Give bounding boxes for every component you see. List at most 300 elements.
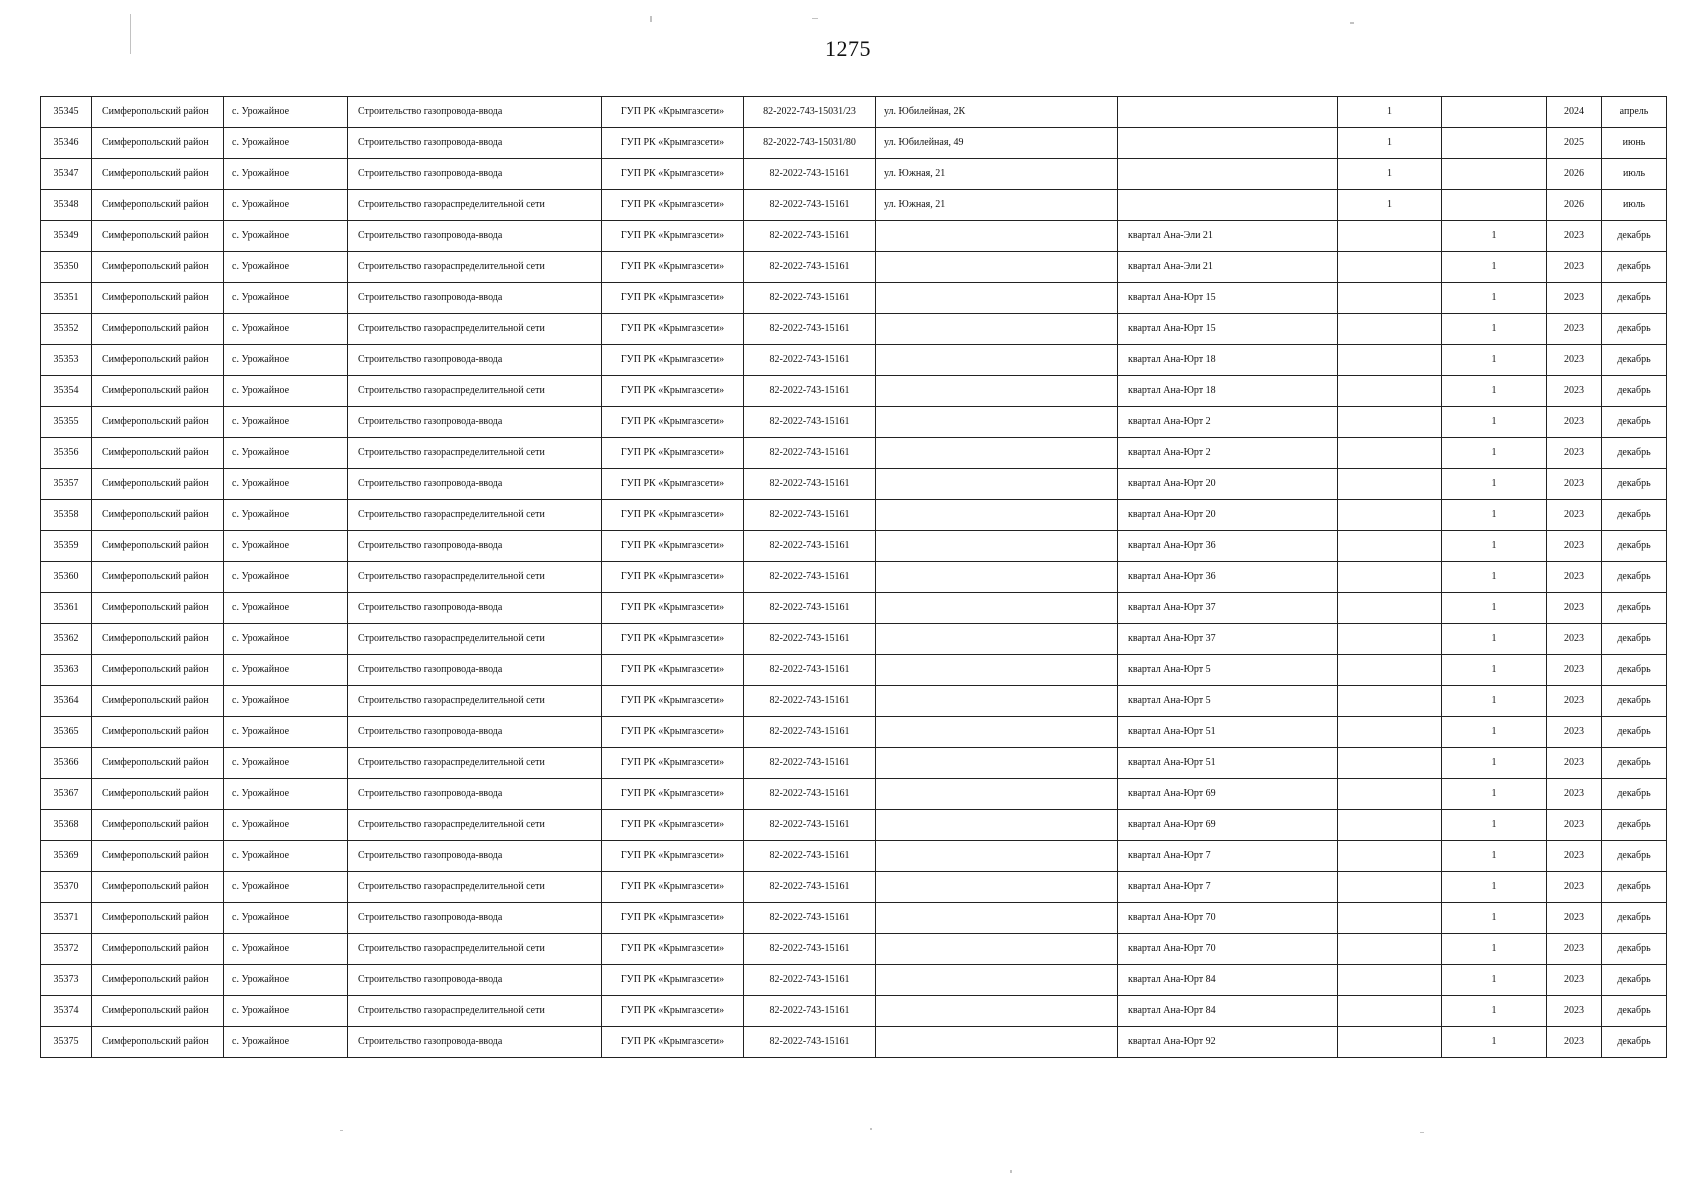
month-cell: декабрь	[1602, 376, 1667, 407]
month-cell: декабрь	[1602, 469, 1667, 500]
table-row	[41, 624, 1667, 655]
settlement-cell: с. Урожайное	[224, 996, 348, 1027]
organization-cell: ГУП РК «Крымгазсети»	[602, 841, 744, 872]
work-type-cell: Строительство газораспределительной сети	[348, 438, 602, 469]
street-address-cell	[876, 407, 1118, 438]
year-cell: 2023	[1547, 934, 1602, 965]
project-code-cell: 82-2022-743-15161	[744, 314, 876, 345]
organization-cell: ГУП РК «Крымгазсети»	[602, 128, 744, 159]
year-cell: 2023	[1547, 655, 1602, 686]
district-cell: Симферопольский район	[92, 934, 224, 965]
row-number: 35352	[41, 314, 92, 345]
organization-cell: ГУП РК «Крымгазсети»	[602, 965, 744, 996]
work-type-cell: Строительство газопровода-ввода	[348, 283, 602, 314]
year-cell: 2023	[1547, 1027, 1602, 1058]
table-row	[41, 345, 1667, 376]
year-cell: 2023	[1547, 717, 1602, 748]
quantity-street-cell	[1338, 1027, 1442, 1058]
organization-cell: ГУП РК «Крымгазсети»	[602, 314, 744, 345]
table-row	[41, 748, 1667, 779]
organization-cell: ГУП РК «Крымгазсети»	[602, 655, 744, 686]
work-type-cell: Строительство газораспределительной сети	[348, 252, 602, 283]
month-cell: декабрь	[1602, 314, 1667, 345]
settlement-cell: с. Урожайное	[224, 190, 348, 221]
organization-cell: ГУП РК «Крымгазсети»	[602, 376, 744, 407]
quantity-street-cell	[1338, 252, 1442, 283]
year-cell: 2023	[1547, 624, 1602, 655]
work-type-cell: Строительство газораспределительной сети	[348, 500, 602, 531]
table-row	[41, 438, 1667, 469]
district-cell: Симферопольский район	[92, 252, 224, 283]
quantity-quarter-cell: 1	[1442, 407, 1547, 438]
organization-cell: ГУП РК «Крымгазсети»	[602, 748, 744, 779]
row-number: 35351	[41, 283, 92, 314]
work-type-cell: Строительство газораспределительной сети	[348, 190, 602, 221]
work-type-cell: Строительство газопровода-ввода	[348, 841, 602, 872]
year-cell: 2023	[1547, 872, 1602, 903]
organization-cell: ГУП РК «Крымгазсети»	[602, 562, 744, 593]
quantity-quarter-cell: 1	[1442, 438, 1547, 469]
quarter-address-cell: квартал Ана-Юрт 92	[1118, 1027, 1338, 1058]
settlement-cell: с. Урожайное	[224, 376, 348, 407]
quantity-street-cell	[1338, 593, 1442, 624]
settlement-cell: с. Урожайное	[224, 469, 348, 500]
quantity-street-cell	[1338, 996, 1442, 1027]
street-address-cell	[876, 717, 1118, 748]
street-address-cell	[876, 376, 1118, 407]
organization-cell: ГУП РК «Крымгазсети»	[602, 531, 744, 562]
project-code-cell: 82-2022-743-15161	[744, 965, 876, 996]
row-number: 35373	[41, 965, 92, 996]
project-code-cell: 82-2022-743-15161	[744, 438, 876, 469]
district-cell: Симферопольский район	[92, 655, 224, 686]
year-cell: 2023	[1547, 314, 1602, 345]
work-type-cell: Строительство газораспределительной сети	[348, 624, 602, 655]
row-number: 35358	[41, 500, 92, 531]
row-number: 35367	[41, 779, 92, 810]
district-cell: Симферопольский район	[92, 717, 224, 748]
table-row	[41, 97, 1667, 128]
year-cell: 2023	[1547, 810, 1602, 841]
project-code-cell: 82-2022-743-15161	[744, 407, 876, 438]
month-cell: декабрь	[1602, 686, 1667, 717]
settlement-cell: с. Урожайное	[224, 903, 348, 934]
street-address-cell	[876, 469, 1118, 500]
quantity-quarter-cell: 1	[1442, 717, 1547, 748]
quantity-quarter-cell: 1	[1442, 996, 1547, 1027]
table-row	[41, 965, 1667, 996]
table-row	[41, 996, 1667, 1027]
project-code-cell: 82-2022-743-15161	[744, 686, 876, 717]
table-row	[41, 841, 1667, 872]
organization-cell: ГУП РК «Крымгазсети»	[602, 407, 744, 438]
work-type-cell: Строительство газопровода-ввода	[348, 407, 602, 438]
project-code-cell: 82-2022-743-15161	[744, 1027, 876, 1058]
table-row	[41, 376, 1667, 407]
project-code-cell: 82-2022-743-15161	[744, 376, 876, 407]
quarter-address-cell: квартал Ана-Юрт 7	[1118, 872, 1338, 903]
district-cell: Симферопольский район	[92, 872, 224, 903]
month-cell: декабрь	[1602, 624, 1667, 655]
table-row	[41, 779, 1667, 810]
street-address-cell	[876, 841, 1118, 872]
month-cell: декабрь	[1602, 810, 1667, 841]
district-cell: Симферопольский район	[92, 97, 224, 128]
year-cell: 2023	[1547, 283, 1602, 314]
work-type-cell: Строительство газораспределительной сети	[348, 314, 602, 345]
quantity-street-cell	[1338, 500, 1442, 531]
quantity-quarter-cell: 1	[1442, 934, 1547, 965]
row-number: 35346	[41, 128, 92, 159]
month-cell: декабрь	[1602, 996, 1667, 1027]
project-code-cell: 82-2022-743-15161	[744, 872, 876, 903]
organization-cell: ГУП РК «Крымгазсети»	[602, 97, 744, 128]
quantity-quarter-cell	[1442, 128, 1547, 159]
settlement-cell: с. Урожайное	[224, 779, 348, 810]
quantity-street-cell	[1338, 376, 1442, 407]
project-code-cell: 82-2022-743-15161	[744, 779, 876, 810]
organization-cell: ГУП РК «Крымгазсети»	[602, 996, 744, 1027]
month-cell: декабрь	[1602, 500, 1667, 531]
settlement-cell: с. Урожайное	[224, 748, 348, 779]
district-cell: Симферопольский район	[92, 221, 224, 252]
quarter-address-cell: квартал Ана-Юрт 70	[1118, 934, 1338, 965]
table-row	[41, 934, 1667, 965]
work-type-cell: Строительство газопровода-ввода	[348, 159, 602, 190]
quarter-address-cell	[1118, 128, 1338, 159]
quarter-address-cell: квартал Ана-Юрт 36	[1118, 562, 1338, 593]
quarter-address-cell: квартал Ана-Юрт 37	[1118, 624, 1338, 655]
table-row	[41, 655, 1667, 686]
year-cell: 2026	[1547, 159, 1602, 190]
settlement-cell: с. Урожайное	[224, 407, 348, 438]
quantity-street-cell: 1	[1338, 128, 1442, 159]
table-body	[41, 97, 1667, 1058]
street-address-cell: ул. Юбилейная, 49	[876, 128, 1118, 159]
quantity-quarter-cell: 1	[1442, 376, 1547, 407]
quantity-street-cell	[1338, 810, 1442, 841]
year-cell: 2023	[1547, 469, 1602, 500]
row-number: 35372	[41, 934, 92, 965]
settlement-cell: с. Урожайное	[224, 314, 348, 345]
street-address-cell	[876, 531, 1118, 562]
year-cell: 2023	[1547, 221, 1602, 252]
quantity-street-cell: 1	[1338, 97, 1442, 128]
year-cell: 2023	[1547, 438, 1602, 469]
project-code-cell: 82-2022-743-15161	[744, 562, 876, 593]
district-cell: Симферопольский район	[92, 345, 224, 376]
quantity-quarter-cell: 1	[1442, 314, 1547, 345]
street-address-cell	[876, 314, 1118, 345]
organization-cell: ГУП РК «Крымгазсети»	[602, 779, 744, 810]
year-cell: 2023	[1547, 562, 1602, 593]
quantity-quarter-cell: 1	[1442, 562, 1547, 593]
district-cell: Симферопольский район	[92, 159, 224, 190]
work-type-cell: Строительство газопровода-ввода	[348, 717, 602, 748]
project-code-cell: 82-2022-743-15161	[744, 624, 876, 655]
table-row	[41, 128, 1667, 159]
year-cell: 2025	[1547, 128, 1602, 159]
street-address-cell	[876, 345, 1118, 376]
street-address-cell	[876, 810, 1118, 841]
row-number: 35355	[41, 407, 92, 438]
table-row	[41, 903, 1667, 934]
settlement-cell: с. Урожайное	[224, 97, 348, 128]
year-cell: 2023	[1547, 748, 1602, 779]
quantity-quarter-cell: 1	[1442, 252, 1547, 283]
table-row	[41, 810, 1667, 841]
quantity-quarter-cell: 1	[1442, 903, 1547, 934]
quantity-quarter-cell: 1	[1442, 593, 1547, 624]
project-code-cell: 82-2022-743-15161	[744, 655, 876, 686]
organization-cell: ГУП РК «Крымгазсети»	[602, 1027, 744, 1058]
row-number: 35362	[41, 624, 92, 655]
project-code-cell: 82-2022-743-15161	[744, 159, 876, 190]
settlement-cell: с. Урожайное	[224, 128, 348, 159]
settlement-cell: с. Урожайное	[224, 1027, 348, 1058]
month-cell: декабрь	[1602, 872, 1667, 903]
year-cell: 2023	[1547, 500, 1602, 531]
year-cell: 2023	[1547, 841, 1602, 872]
settlement-cell: с. Урожайное	[224, 252, 348, 283]
street-address-cell	[876, 438, 1118, 469]
year-cell: 2024	[1547, 97, 1602, 128]
work-type-cell: Строительство газопровода-ввода	[348, 345, 602, 376]
district-cell: Симферопольский район	[92, 407, 224, 438]
table-row	[41, 593, 1667, 624]
month-cell: декабрь	[1602, 252, 1667, 283]
quarter-address-cell: квартал Ана-Юрт 51	[1118, 717, 1338, 748]
district-cell: Симферопольский район	[92, 1027, 224, 1058]
settlement-cell: с. Урожайное	[224, 965, 348, 996]
project-code-cell: 82-2022-743-15161	[744, 252, 876, 283]
quarter-address-cell	[1118, 190, 1338, 221]
year-cell: 2023	[1547, 407, 1602, 438]
quantity-quarter-cell	[1442, 159, 1547, 190]
month-cell: декабрь	[1602, 562, 1667, 593]
street-address-cell	[876, 1027, 1118, 1058]
district-cell: Симферопольский район	[92, 500, 224, 531]
quantity-quarter-cell: 1	[1442, 872, 1547, 903]
year-cell: 2026	[1547, 190, 1602, 221]
quantity-street-cell	[1338, 965, 1442, 996]
quarter-address-cell: квартал Ана-Юрт 36	[1118, 531, 1338, 562]
work-type-cell: Строительство газопровода-ввода	[348, 655, 602, 686]
row-number: 35370	[41, 872, 92, 903]
table-row	[41, 1027, 1667, 1058]
settlement-cell: с. Урожайное	[224, 562, 348, 593]
month-cell: июнь	[1602, 128, 1667, 159]
settlement-cell: с. Урожайное	[224, 624, 348, 655]
street-address-cell: ул. Южная, 21	[876, 159, 1118, 190]
work-type-cell: Строительство газораспределительной сети	[348, 748, 602, 779]
organization-cell: ГУП РК «Крымгазсети»	[602, 810, 744, 841]
quantity-street-cell	[1338, 624, 1442, 655]
quantity-street-cell	[1338, 841, 1442, 872]
row-number: 35349	[41, 221, 92, 252]
organization-cell: ГУП РК «Крымгазсети»	[602, 469, 744, 500]
quantity-quarter-cell: 1	[1442, 748, 1547, 779]
quantity-street-cell	[1338, 903, 1442, 934]
quantity-street-cell	[1338, 283, 1442, 314]
quantity-street-cell	[1338, 779, 1442, 810]
settlement-cell: с. Урожайное	[224, 872, 348, 903]
street-address-cell	[876, 872, 1118, 903]
quantity-street-cell: 1	[1338, 159, 1442, 190]
month-cell: декабрь	[1602, 1027, 1667, 1058]
work-type-cell: Строительство газопровода-ввода	[348, 903, 602, 934]
quantity-quarter-cell: 1	[1442, 345, 1547, 376]
project-code-cell: 82-2022-743-15161	[744, 221, 876, 252]
district-cell: Симферопольский район	[92, 128, 224, 159]
district-cell: Симферопольский район	[92, 531, 224, 562]
quarter-address-cell: квартал Ана-Юрт 18	[1118, 345, 1338, 376]
year-cell: 2023	[1547, 779, 1602, 810]
year-cell: 2023	[1547, 252, 1602, 283]
quarter-address-cell: квартал Ана-Юрт 69	[1118, 779, 1338, 810]
quarter-address-cell: квартал Ана-Юрт 37	[1118, 593, 1338, 624]
quantity-quarter-cell: 1	[1442, 686, 1547, 717]
district-cell: Симферопольский район	[92, 438, 224, 469]
table-row	[41, 686, 1667, 717]
row-number: 35371	[41, 903, 92, 934]
organization-cell: ГУП РК «Крымгазсети»	[602, 593, 744, 624]
quarter-address-cell: квартал Ана-Юрт 5	[1118, 655, 1338, 686]
quantity-quarter-cell: 1	[1442, 469, 1547, 500]
page-number: 1275	[825, 36, 871, 61]
month-cell: июль	[1602, 159, 1667, 190]
year-cell: 2023	[1547, 376, 1602, 407]
row-number: 35365	[41, 717, 92, 748]
year-cell: 2023	[1547, 345, 1602, 376]
table-row	[41, 717, 1667, 748]
row-number: 35359	[41, 531, 92, 562]
row-number: 35354	[41, 376, 92, 407]
district-cell: Симферопольский район	[92, 190, 224, 221]
table-row	[41, 190, 1667, 221]
row-number: 35361	[41, 593, 92, 624]
table-row	[41, 872, 1667, 903]
month-cell: декабрь	[1602, 965, 1667, 996]
quantity-quarter-cell: 1	[1442, 779, 1547, 810]
organization-cell: ГУП РК «Крымгазсети»	[602, 624, 744, 655]
quarter-address-cell: квартал Ана-Юрт 2	[1118, 438, 1338, 469]
project-code-cell: 82-2022-743-15161	[744, 810, 876, 841]
street-address-cell	[876, 686, 1118, 717]
quarter-address-cell: квартал Ана-Юрт 84	[1118, 965, 1338, 996]
quantity-quarter-cell: 1	[1442, 1027, 1547, 1058]
settlement-cell: с. Урожайное	[224, 686, 348, 717]
district-cell: Симферопольский район	[92, 903, 224, 934]
district-cell: Симферопольский район	[92, 624, 224, 655]
quarter-address-cell	[1118, 159, 1338, 190]
quarter-address-cell: квартал Ана-Юрт 20	[1118, 500, 1338, 531]
quantity-street-cell	[1338, 531, 1442, 562]
year-cell: 2023	[1547, 593, 1602, 624]
month-cell: декабрь	[1602, 655, 1667, 686]
quantity-street-cell	[1338, 655, 1442, 686]
street-address-cell	[876, 996, 1118, 1027]
project-code-cell: 82-2022-743-15161	[744, 500, 876, 531]
table-row	[41, 283, 1667, 314]
street-address-cell	[876, 779, 1118, 810]
settlement-cell: с. Урожайное	[224, 159, 348, 190]
organization-cell: ГУП РК «Крымгазсети»	[602, 159, 744, 190]
quantity-street-cell	[1338, 934, 1442, 965]
work-type-cell: Строительство газопровода-ввода	[348, 779, 602, 810]
work-type-cell: Строительство газопровода-ввода	[348, 531, 602, 562]
year-cell: 2023	[1547, 903, 1602, 934]
street-address-cell	[876, 624, 1118, 655]
quarter-address-cell	[1118, 97, 1338, 128]
quantity-quarter-cell: 1	[1442, 283, 1547, 314]
row-number: 35360	[41, 562, 92, 593]
month-cell: декабрь	[1602, 748, 1667, 779]
table-row	[41, 252, 1667, 283]
quarter-address-cell: квартал Ана-Юрт 18	[1118, 376, 1338, 407]
organization-cell: ГУП РК «Крымгазсети»	[602, 872, 744, 903]
row-number: 35353	[41, 345, 92, 376]
table-row	[41, 159, 1667, 190]
project-code-cell: 82-2022-743-15031/23	[744, 97, 876, 128]
settlement-cell: с. Урожайное	[224, 345, 348, 376]
row-number: 35345	[41, 97, 92, 128]
row-number: 35350	[41, 252, 92, 283]
settlement-cell: с. Урожайное	[224, 934, 348, 965]
work-type-cell: Строительство газопровода-ввода	[348, 128, 602, 159]
work-type-cell: Строительство газораспределительной сети	[348, 376, 602, 407]
quantity-quarter-cell: 1	[1442, 531, 1547, 562]
settlement-cell: с. Урожайное	[224, 438, 348, 469]
row-number: 35356	[41, 438, 92, 469]
work-type-cell: Строительство газопровода-ввода	[348, 97, 602, 128]
month-cell: декабрь	[1602, 531, 1667, 562]
street-address-cell	[876, 748, 1118, 779]
organization-cell: ГУП РК «Крымгазсети»	[602, 686, 744, 717]
year-cell: 2023	[1547, 686, 1602, 717]
street-address-cell	[876, 593, 1118, 624]
quarter-address-cell: квартал Ана-Эли 21	[1118, 221, 1338, 252]
quantity-street-cell	[1338, 872, 1442, 903]
district-cell: Симферопольский район	[92, 376, 224, 407]
work-type-cell: Строительство газораспределительной сети	[348, 810, 602, 841]
settlement-cell: с. Урожайное	[224, 283, 348, 314]
district-cell: Симферопольский район	[92, 686, 224, 717]
year-cell: 2023	[1547, 996, 1602, 1027]
street-address-cell	[876, 562, 1118, 593]
work-type-cell: Строительство газопровода-ввода	[348, 593, 602, 624]
work-type-cell: Строительство газопровода-ввода	[348, 1027, 602, 1058]
row-number: 35363	[41, 655, 92, 686]
month-cell: декабрь	[1602, 407, 1667, 438]
project-code-cell: 82-2022-743-15161	[744, 934, 876, 965]
quantity-street-cell	[1338, 314, 1442, 345]
project-code-cell: 82-2022-743-15161	[744, 717, 876, 748]
district-cell: Симферопольский район	[92, 779, 224, 810]
table-row	[41, 221, 1667, 252]
quarter-address-cell: квартал Ана-Юрт 70	[1118, 903, 1338, 934]
street-address-cell	[876, 934, 1118, 965]
quarter-address-cell: квартал Ана-Юрт 15	[1118, 314, 1338, 345]
organization-cell: ГУП РК «Крымгазсети»	[602, 345, 744, 376]
quantity-quarter-cell: 1	[1442, 841, 1547, 872]
project-code-cell: 82-2022-743-15161	[744, 345, 876, 376]
quantity-street-cell	[1338, 748, 1442, 779]
organization-cell: ГУП РК «Крымгазсети»	[602, 717, 744, 748]
organization-cell: ГУП РК «Крымгазсети»	[602, 934, 744, 965]
month-cell: декабрь	[1602, 593, 1667, 624]
district-cell: Симферопольский район	[92, 562, 224, 593]
